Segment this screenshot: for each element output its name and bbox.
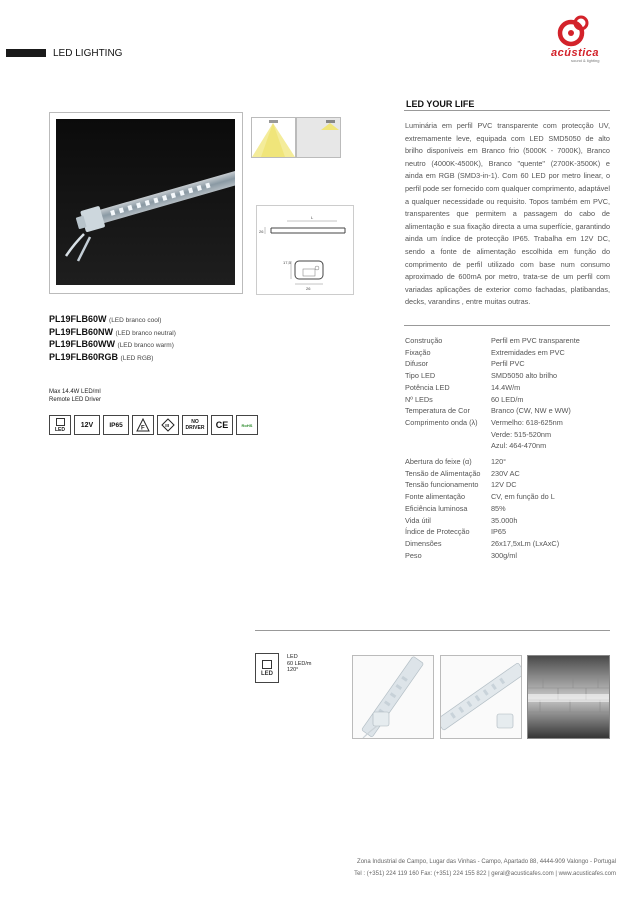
- class-iii-icon: [157, 415, 179, 435]
- svg-text:F: F: [141, 425, 145, 432]
- certification-icons: [49, 415, 258, 435]
- application-photo: [527, 655, 610, 739]
- brand-logo-icon: [556, 14, 590, 48]
- model-item: PL19FLB60RGB (LED RGB): [49, 351, 154, 362]
- spec-row: Fonte alimentação CV, em função do L: [405, 492, 555, 502]
- spec-row: Tensão de Alimentação 230V AC: [405, 468, 520, 478]
- led-spec-icon: LED: [255, 653, 279, 683]
- section-divider: [404, 110, 610, 111]
- power-max: Max 14.4W LED/ml: [49, 389, 101, 395]
- spec-row: Tipo LED SMD5050 alto brilho: [405, 371, 558, 381]
- spec-row: Nº LEDs 60 LED/m: [405, 394, 524, 404]
- svg-text:III: III: [165, 423, 170, 428]
- dim-length-label: L: [311, 215, 314, 220]
- model-list: [49, 314, 176, 364]
- spec-row: Dimensões 26x17,5xLm (LxAxC): [405, 538, 560, 548]
- footer-address: Zona Industrial de Campo, Lugar das Vinhas - Campo, Apartado 88, 4444-909 Valongo - Portugal: [357, 859, 616, 865]
- specs-divider: [404, 325, 610, 326]
- product-photo-end-cap: [352, 655, 434, 739]
- model-item: PL19FLB60W (LED branco cool): [49, 314, 162, 324]
- spec-row: Temperatura de Cor Branco (CW, NW e WW): [405, 406, 571, 416]
- spec-table: [405, 335, 610, 561]
- spec-row: Construção Perfil em PVC transparente: [405, 336, 580, 345]
- product-description: Luminária em perfil PVC transparente com protecção UV, extremamente leve, equipada com LED SMD5050 de alto brilho disponíveis em Branco frio (5000K - 7000K), Branco neutro (4000K-4500K), Branco "quente" (2700K-3500K) e ainda em RGB (SMD3-in-1). Com 60 LED por metro linear, o perfil pode ser fornecido com qualquer comprimento, adaptável a qualquer necessidade ou requisito. Topos também em PVC, transparentes que permitem a passagem do cabo de alimentação e sua fixação directa a uma superfície, garantindo ainda um índice de protecção IP65. Trabalha em 12V DC, sendo a fonte de alimentação escolhida em função do comprimento de perfil utilizado com base num consumo aproximado de 600mA por metro, trata-se de um perfil com variadas aplicações de exterior como fachadas, platibandas, decks, varandins , entre muitas outras.: [405, 121, 610, 307]
- model-item: PL19FLB60NW (LED branco neutral): [49, 326, 176, 337]
- voltage-icon: 12V: [74, 415, 100, 435]
- spec-row: Peso 300g/ml: [405, 550, 517, 560]
- dim-height-label: 17,5: [283, 260, 291, 265]
- product-photo-profile: [440, 655, 522, 739]
- spec-row: Tensão funcionamento 12V DC: [405, 480, 517, 490]
- no-driver-icon: NO DRIVER: [182, 415, 208, 435]
- led-spec-text: LED 60 LED/m 120°: [287, 654, 312, 673]
- bottom-divider: [255, 630, 610, 631]
- brand-tagline: sound & lighting: [571, 58, 600, 63]
- spec-row: Vida útil 35.000h: [405, 515, 518, 525]
- spec-row: Fixação Extremidades em PVC: [405, 347, 565, 357]
- spec-row: Potência LED 14.4W/m: [405, 382, 521, 392]
- spec-row: Azul: 464-470nm: [491, 441, 547, 451]
- ce-icon: CE: [211, 415, 233, 435]
- spec-row: Comprimento onda (λ) Vermelho: 618-625nm: [405, 417, 563, 427]
- dim-profile-width-label: 26: [306, 286, 311, 291]
- brand-name: acústica: [551, 47, 600, 59]
- section-title: LED YOUR LIFE: [406, 99, 475, 109]
- dimension-drawing: [256, 205, 354, 295]
- model-item: PL19FLB60WW (LED branco warm): [49, 339, 174, 349]
- power-driver: Remote LED Driver: [49, 397, 102, 403]
- dim-width-label: 26: [259, 229, 264, 234]
- ip65-icon: IP65: [103, 415, 129, 435]
- spec-row: Verde: 515-520nm: [491, 429, 552, 439]
- rohs-icon: RoHS: [236, 415, 258, 435]
- spec-row: Difusor Perfil PVC: [405, 359, 525, 369]
- footer-contacts: Tel : (+351) 224 119 160 Fax: (+351) 224 155 822 | geral@acusticafes.com | www.acusticafes.com: [354, 871, 616, 877]
- header-title: LED LIGHTING: [53, 48, 123, 59]
- header-bar: [6, 49, 46, 57]
- beam-diagram-wide: [251, 117, 296, 158]
- spec-row: Abertura do feixe (α) 120°: [405, 457, 507, 467]
- product-photo: [56, 119, 235, 285]
- led-icon: LED: [49, 415, 71, 435]
- spec-row: Eficiência luminosa 85%: [405, 503, 506, 513]
- f-mark-icon: [132, 415, 154, 435]
- beam-diagram-narrow: [296, 117, 341, 158]
- spec-row: Índice de Protecção IP65: [405, 527, 507, 537]
